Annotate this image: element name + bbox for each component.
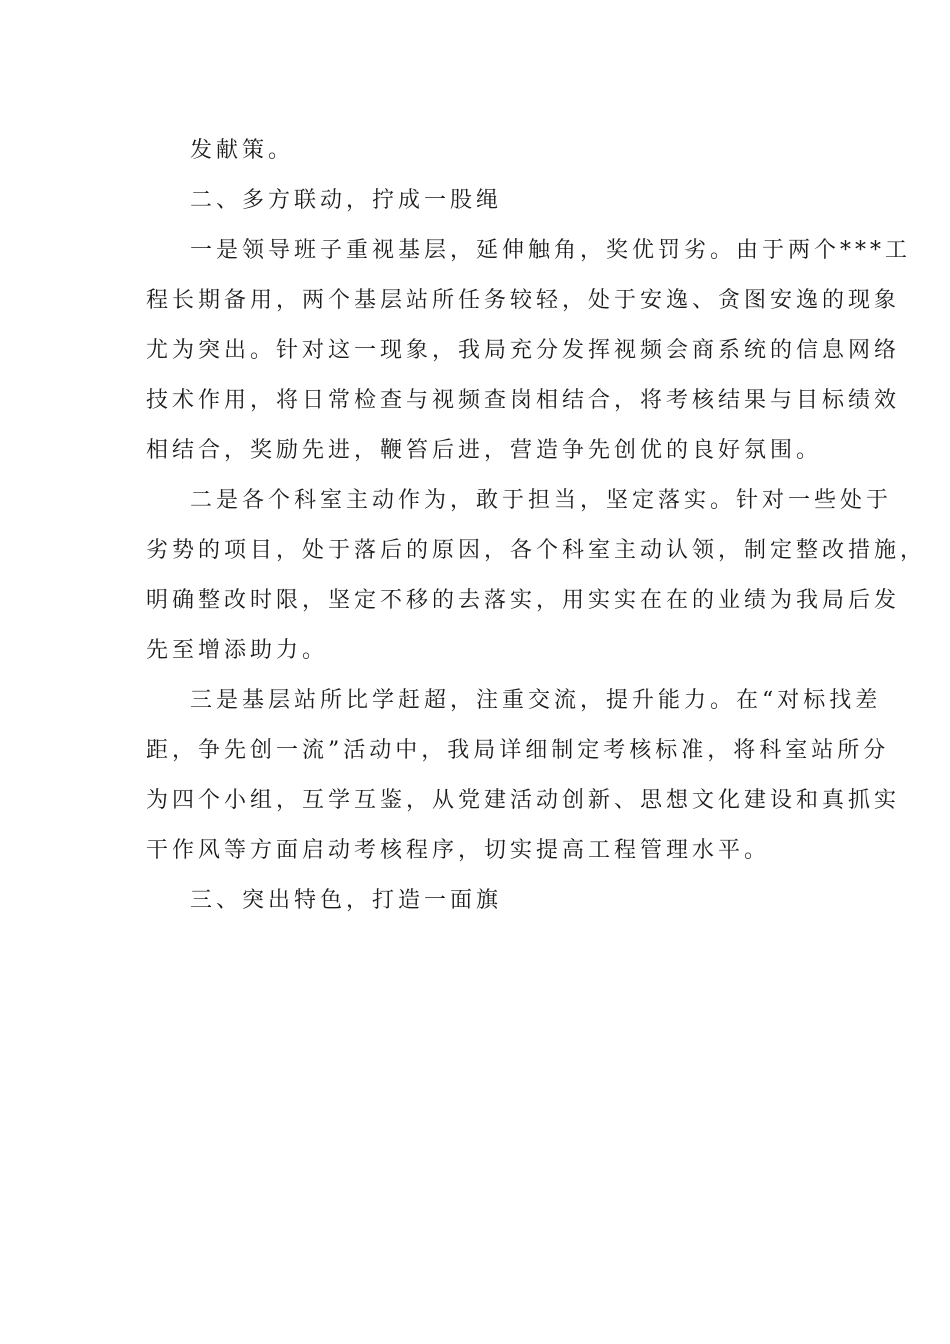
text-line: 劣势的项目，处于落后的原因，各个科室主动认领，制定整改措施， [146, 538, 927, 563]
text-line: 技术作用，将日常检查与视频查岗相结合，将考核结果与目标绩效 [146, 388, 901, 413]
section-heading: 三、突出特色，打造一面旗 [190, 888, 503, 913]
text-line: 尤为突出。针对这一现象，我局充分发挥视频会商系统的信息网络 [146, 338, 901, 363]
text-line: 发献策。 [190, 138, 295, 163]
text-line: 一是领导班子重视基层，延伸触角，奖优罚劣。由于两个***工 [190, 238, 912, 263]
text-line: 距，争先创一流”活动中，我局详细制定考核标准，将科室站所分 [146, 738, 890, 763]
text-line: 二是各个科室主动作为，敢于担当，坚定落实。针对一些处于 [190, 488, 893, 513]
text-line: 相结合，奖励先进，鞭笞后进，营造争先创优的良好氛围。 [146, 438, 823, 463]
text-line: 为四个小组，互学互鉴，从党建活动创新、思想文化建设和真抓实 [146, 788, 901, 813]
section-heading: 二、多方联动，拧成一股绳 [190, 188, 503, 213]
text-line: 先至增添助力。 [146, 638, 329, 663]
text-line: 明确整改时限，坚定不移的去落实，用实实在在的业绩为我局后发 [146, 588, 901, 613]
text-line: 三是基层站所比学赶超，注重交流，提升能力。在“对标找差 [190, 688, 882, 713]
text-line: 程长期备用，两个基层站所任务较轻，处于安逸、贪图安逸的现象 [146, 288, 901, 313]
text-line: 干作风等方面启动考核程序，切实提高工程管理水平。 [146, 838, 771, 863]
